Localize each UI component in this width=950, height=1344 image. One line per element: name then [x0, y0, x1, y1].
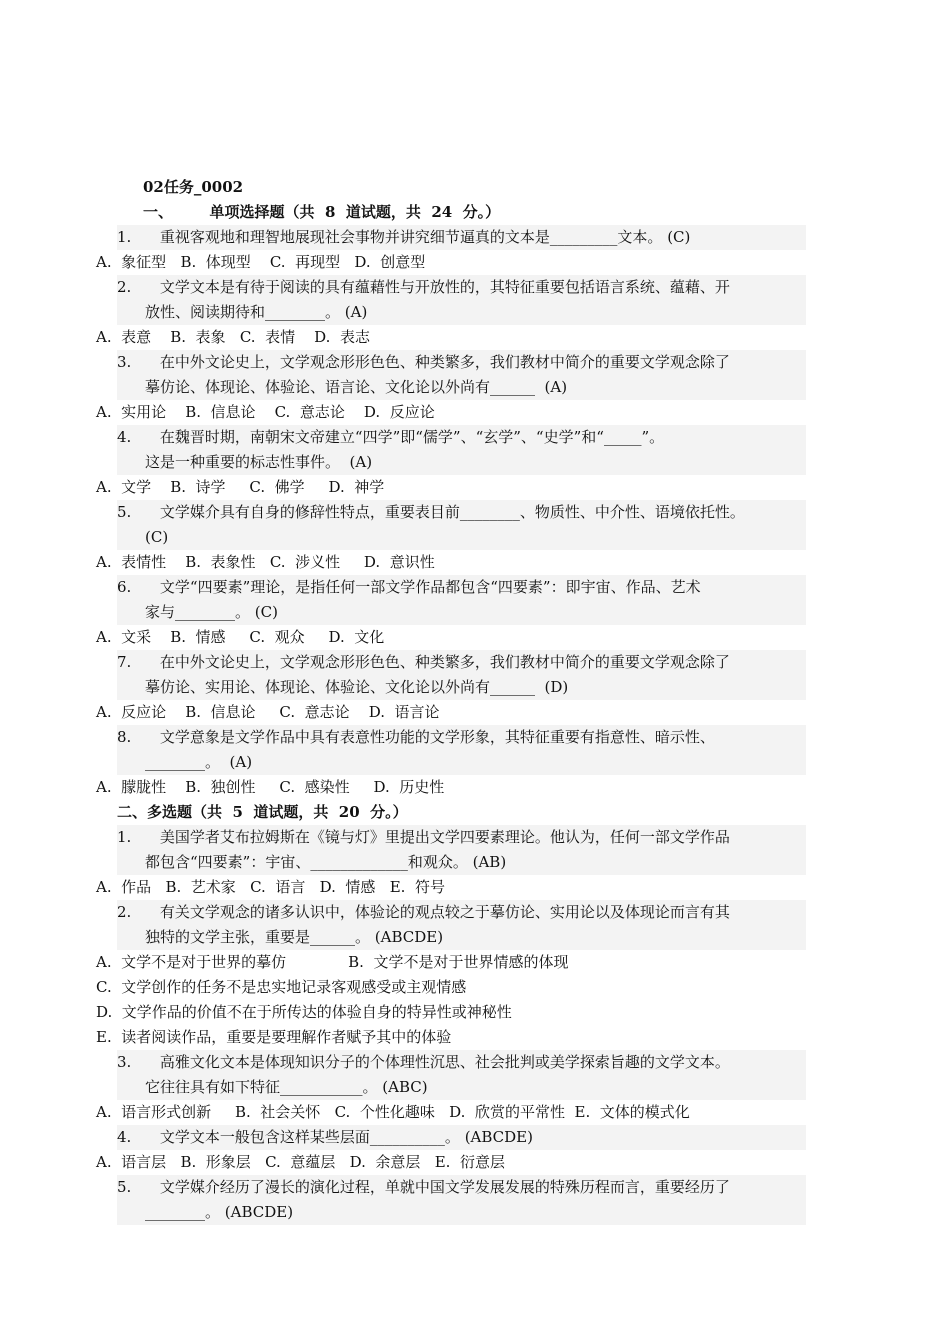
question-stem-line: 3. 在中外文论史上，文学观念形形色色、种类繁多，我们教材中简介的重要文学观念除了 — [117, 353, 730, 371]
question-stem-line: 摹仿论、体现论、体验论、语言论、文化论以外尚有______ (A) — [145, 378, 568, 396]
question-stem-line: 8. 文学意象是文学作品中具有表意性功能的文学形象，其特征重要有指意性、暗示性、 — [117, 728, 715, 746]
answer-options: D. 文学作品的价值不在于所传达的体验自身的特异性或神秘性 — [96, 1003, 512, 1021]
answer-options: A. 作品 B. 艺术家 C. 语言 D. 情感 E. 符号 — [96, 878, 445, 896]
question-stem-line: 它往往具有如下特征___________。 (ABC) — [145, 1078, 428, 1096]
question-stem-line: 5. 文学媒介经历了漫长的演化过程，单就中国文学发展发展的特殊历程而言，重要经历了 — [117, 1178, 730, 1196]
answer-options: A. 表情性 B. 表象性 C. 涉义性 D. 意识性 — [96, 553, 435, 571]
question-stem-line: 2. 文学文本是有待于阅读的具有蕴藉性与开放性的，其特征重要包括语言系统、蕴藉、开 — [117, 278, 730, 296]
question-stem-line: 5. 文学媒介具有自身的修辞性特点，重要表目前________、物质性、中介性、语境依托性。 — [117, 503, 745, 521]
question-stem-line: 放性、阅读期待和________。 (A) — [145, 303, 368, 321]
question-stem-line: 7. 在中外文论史上，文学观念形形色色、种类繁多，我们教材中简介的重要文学观念除了 — [117, 653, 730, 671]
answer-options: A. 反应论 B. 信息论 C. 意志论 D. 语言论 — [96, 703, 440, 721]
question-stem-line: 1. 重视客观地和理智地展现社会事物并讲究细节逼真的文本是_________文本。 (C) — [117, 228, 691, 246]
section-1-heading: 一、 单项选择题（共 8 道试题，共 24 分。） — [143, 203, 501, 221]
question-stem-line: 家与________。 (C) — [145, 603, 278, 621]
question-stem-line: 4. 在魏晋时期，南朝宋文帝建立“四学”即“儒学”、“玄学”、“史学”和“_____”。 — [117, 428, 665, 446]
question-stem-line: ________。 (ABCDE) — [145, 1203, 294, 1221]
document-title: 02任务_0002 — [143, 178, 244, 196]
answer-options: E. 读者阅读作品，重要是要理解作者赋予其中的体验 — [96, 1028, 452, 1046]
question-stem-line: 3. 高雅文化文本是体现知识分子的个体理性沉思、社会批判或美学探索旨趣的文学文本。 — [117, 1053, 730, 1071]
answer-options: A. 象征型 B. 体现型 C. 再现型 D. 创意型 — [96, 253, 426, 271]
question-stem-line: 都包含“四要素”：宇宙、_____________和观众。 (AB) — [145, 853, 507, 871]
answer-options: A. 朦胧性 B. 独创性 C. 感染性 D. 历史性 — [96, 778, 445, 796]
question-stem-line: 摹仿论、实用论、体现论、体验论、文化论以外尚有______ (D) — [145, 678, 569, 696]
answer-options: A. 文学 B. 诗学 C. 佛学 D. 神学 — [96, 478, 385, 496]
question-stem-line: 独特的文学主张，重要是______。 (ABCDE) — [145, 928, 444, 946]
question-stem-line: 6. 文学“四要素”理论，是指任何一部文学作品都包含“四要素”：即宇宙、作品、艺术 — [117, 578, 701, 596]
answer-options: A. 表意 B. 表象 C. 表情 D. 表志 — [96, 328, 370, 346]
answer-options: A. 文采 B. 情感 C. 观众 D. 文化 — [96, 628, 385, 646]
answer-options: A. 语言形式创新 B. 社会关怀 C. 个性化趣味 D. 欣赏的平常性 E. 文体的模式化 — [96, 1103, 690, 1121]
section-2-heading: 二、多选题（共 5 道试题，共 20 分。） — [117, 803, 408, 821]
answer-options: A. 语言层 B. 形象层 C. 意蕴层 D. 余意层 E. 衍意层 — [96, 1153, 505, 1171]
question-stem-line: 1. 美国学者艾布拉姆斯在《镜与灯》里提出文学四要素理论。他认为，任何一部文学作品 — [117, 828, 730, 846]
answer-options: A. 文学不是对于世界的摹仿 B. 文学不是对于世界情感的体现 — [96, 953, 569, 971]
question-stem-line: 这是一种重要的标志性事件。 (A) — [145, 453, 373, 471]
answer-options: C. 文学创作的任务不是忠实地记录客观感受或主观情感 — [96, 978, 467, 996]
question-stem-line: 4. 文学文本一般包含这样某些层面__________。 (ABCDE) — [117, 1128, 533, 1146]
question-stem-line: (C) — [145, 528, 169, 546]
question-stem-line: ________。 (A) — [145, 753, 253, 771]
answer-options: A. 实用论 B. 信息论 C. 意志论 D. 反应论 — [96, 403, 435, 421]
question-stem-line: 2. 有关文学观念的诸多认识中，体验论的观点较之于摹仿论、实用论以及体现论而言有其 — [117, 903, 730, 921]
